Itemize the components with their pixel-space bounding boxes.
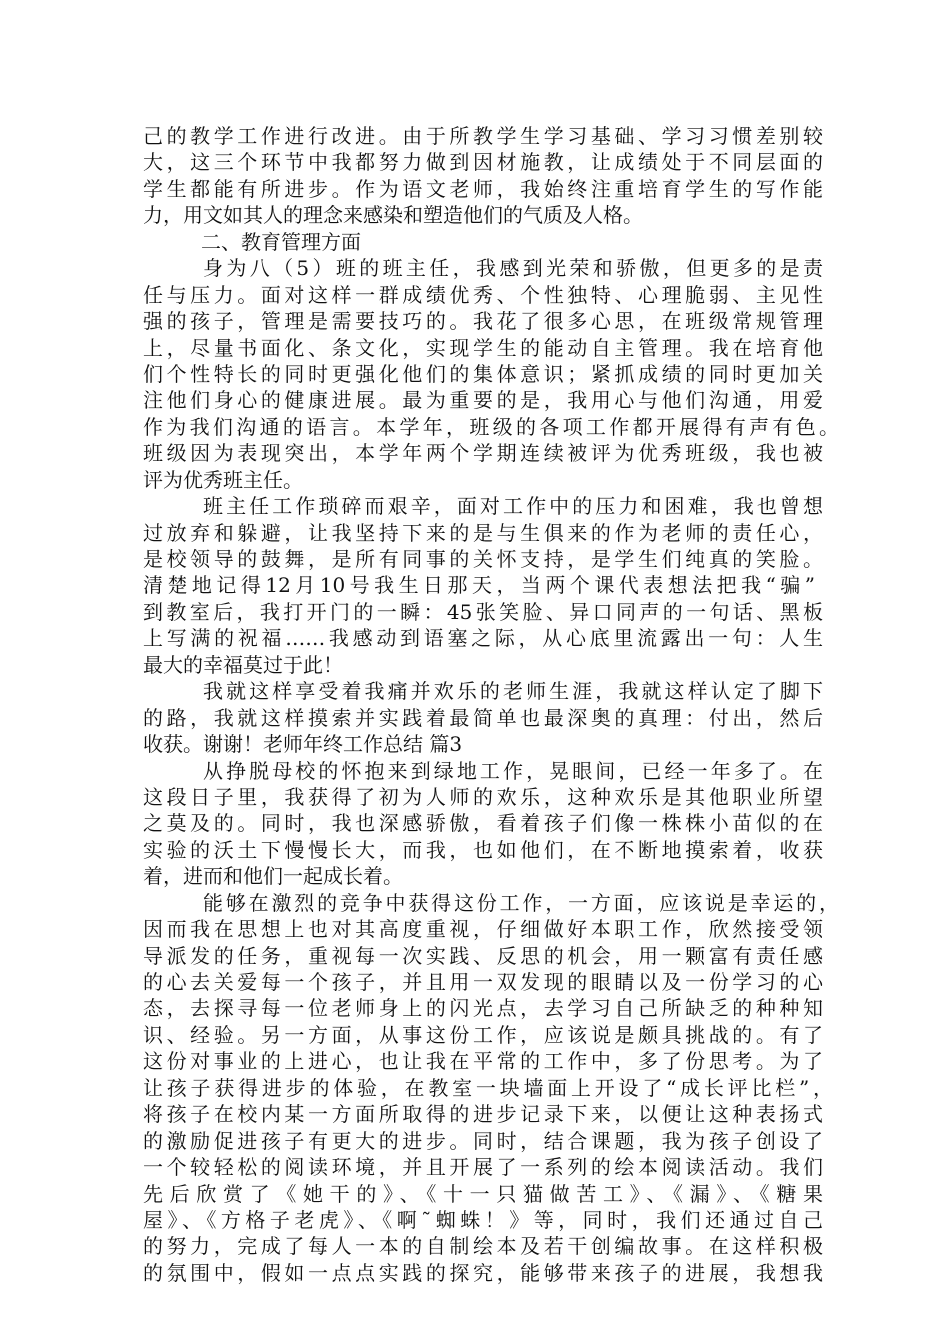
text-line: 收获。谢谢！老师年终工作总结 篇3 [143, 732, 463, 757]
text-line: 着，进而和他们一起成长着。 [143, 864, 403, 889]
text-line: 力，用文如其人的理念来感染和塑造他们的气质及人格。 [143, 203, 643, 228]
text-line: 让孩子获得进步的体验，在教室一块墙面上开设了“成长评比栏”， [143, 1075, 833, 1100]
text-line: 我就这样享受着我痛并欢乐的老师生涯，我就这样认定了脚下 [203, 679, 823, 704]
text-line: 的激励促进孩子有更大的进步。同时，结合课题，我为孩子创设了 [143, 1128, 823, 1153]
text-line: 是校领导的鼓舞，是所有同事的关怀支持，是学生们纯真的笑脸。 [143, 547, 823, 571]
text-line: 最大的幸福莫过于此！ [143, 652, 343, 677]
text-line: 这份对事业的上进心，也让我在平常的工作中，多了份思考。为了 [143, 1049, 823, 1074]
text-line: 实验的沃土下慢慢长大，而我，也如他们，在不断地摸索着，收获 [143, 837, 823, 862]
text-line: 一个较轻松的阅读环境，并且开展了一系列的绘本阅读活动。我们 [143, 1155, 823, 1180]
text-line: 因而我在思想上也对其高度重视，仔细做好本职工作，欣然接受领 [143, 917, 823, 942]
text-line: 们个性特长的同时更强化他们的集体意识；紧抓成绩的同时更加关 [143, 361, 823, 386]
body-text [143, 123, 839, 1286]
text-line: 班级因为表现突出，本学年两个学期连续被评为优秀班级，我也被 [143, 441, 823, 466]
text-line: 到教室后，我打开门的一瞬：45张笑脸、异口同声的一句话、黑板 [143, 599, 823, 624]
text-line: 任与压力。面对这样一群成绩优秀、个性独特、心理脆弱、主见性 [143, 282, 823, 307]
text-line: 识、经验。另一方面，从事这份工作，应该说是颇具挑战的。有了 [143, 1022, 823, 1047]
text-line: 将孩子在校内某一方面所取得的进步记录下来，以便让这种表扬式 [143, 1102, 823, 1127]
text-line: 导派发的任务，重视每一次实践、反思的机会，用一颗富有责任感 [143, 943, 823, 968]
text-line: 上写满的祝福……我感动到语塞之际，从心底里流露出一句：人生 [143, 626, 823, 651]
text-line: 从挣脱母校的怀抱来到绿地工作，晃眼间，已经一年多了。在 [203, 758, 823, 783]
text-line: 强的孩子，管理是需要技巧的。我花了很多心思，在班级常规管理 [143, 309, 823, 334]
text-line: 的路，我就这样摸索并实践着最简单也最深奥的真理：付出，然后 [143, 705, 823, 730]
text-line: 大，这三个环节中我都努力做到因材施教，让成绩处于不同层面的 [143, 150, 823, 175]
text-line: 作为我们沟通的语言。本学年，班级的各项工作都开展得有声有色。 [143, 414, 839, 439]
section-heading: 二、教育管理方面 [201, 229, 361, 254]
text-line: 态，去探寻每一位老师身上的闪光点，去学习自己所缺乏的种种知 [143, 996, 823, 1021]
text-line: 的心去关爱每一个孩子，并且用一双发现的眼睛以及一份学习的心 [143, 970, 823, 994]
text-line: 的氛围中，假如一点点实践的探究，能够带来孩子的进展，我想我 [143, 1260, 823, 1285]
text-line: 的努力，完成了每人一本的自制绘本及若干创编故事。在这样积极 [143, 1234, 823, 1259]
text-line: 评为优秀班主任。 [143, 467, 303, 492]
text-line: 学生都能有所进步。作为语文老师，我始终注重培育学生的写作能 [143, 176, 823, 201]
text-line: 己的教学工作进行改进。由于所教学生学习基础、学习习惯差别较 [143, 124, 823, 148]
text-line: 能够在激烈的竞争中获得这份工作，一方面，应该说是幸运的， [203, 890, 839, 915]
text-line: 之莫及的。同时，我也深感骄傲，看着孩子们像一株株小苗似的在 [143, 811, 823, 836]
text-line: 过放弃和躲避，让我坚持下来的是与生俱来的作为老师的责任心， [143, 520, 823, 545]
text-line: 上，尽量书面化、条文化，实现学生的能动自主管理。我在培育他 [143, 335, 823, 360]
text-line: 清楚地记得12月10号我生日那天，当两个课代表想法把我“骗” [143, 573, 815, 598]
text-line: 身为八（5）班的班主任，我感到光荣和骄傲，但更多的是责 [203, 256, 823, 281]
text-line: 先后欣赏了《她干的》、《十一只猫做苦工》、《漏》、《糖果 [143, 1181, 823, 1206]
text-line: 屋》、《方格子老虎》、《啊˜蜘蛛！》等，同时，我们还通过自己 [143, 1207, 823, 1232]
text-line: 班主任工作琐碎而艰辛，面对工作中的压力和困难，我也曾想 [203, 494, 823, 519]
text-line: 这段日子里，我获得了初为人师的欢乐，这种欢乐是其他职业所望 [143, 784, 823, 809]
text-line: 注他们身心的健康进展。最为重要的是，我用心与他们沟通，用爱 [143, 388, 823, 413]
